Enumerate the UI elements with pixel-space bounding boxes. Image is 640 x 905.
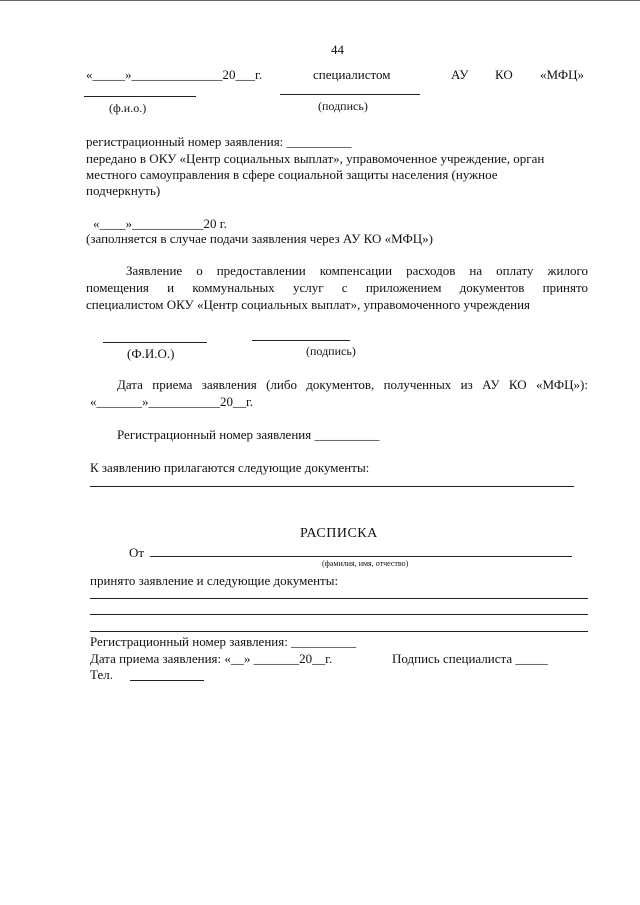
raspiska-fio-hint: (фамилия, имя, отчество) — [322, 559, 409, 568]
org-part-au: АУ — [451, 67, 469, 82]
receipt-date-line-1: Дата приема заявления (либо документов, полученных из АУ КО «МФЦ»): — [117, 377, 588, 392]
signature-label: (подпись) — [318, 99, 368, 113]
specialist-label: специалистом — [313, 67, 391, 82]
acceptance-line-2: помещения и коммунальных услуг с приложением документов принято — [86, 280, 588, 295]
transferred-line-1: передано в ОКУ «Центр социальных выплат», управомоченное учреждение, орган — [86, 151, 545, 166]
acceptance-line-3: специалистом ОКУ «Центр социальных выплат», управомоченного учреждения — [86, 297, 531, 312]
registration-date-field: «____»___________20 г. — [93, 216, 227, 231]
raspiska-fio-line — [150, 556, 572, 557]
raspiska-accepted-label: принято заявление и следующие документы: — [90, 573, 339, 588]
raspiska-from-label: От — [129, 545, 145, 560]
registration-note: (заполняется в случае подачи заявления через АУ КО «МФЦ») — [86, 231, 433, 246]
fio-label: (ф.и.о.) — [109, 101, 147, 115]
raspiska-docs-line-3 — [90, 631, 588, 632]
acceptance-fio-label: (Ф.И.О.) — [127, 346, 175, 361]
registration-number-line: регистрационный номер заявления: __________ — [86, 134, 352, 149]
receipt-date-line-2: «_______»___________20__г. — [90, 394, 254, 409]
org-part-mfc: «МФЦ» — [540, 67, 585, 82]
signature-underline — [280, 94, 420, 95]
page-top-border — [0, 0, 640, 1]
raspiska-date-line: Дата приема заявления: «__» _______20__г. — [90, 651, 333, 666]
raspiska-phone-label: Тел. — [90, 667, 113, 682]
fio-underline — [84, 96, 196, 97]
raspiska-phone-line — [130, 680, 204, 681]
acceptance-fio-underline — [103, 342, 207, 343]
attached-docs-line — [90, 486, 574, 487]
raspiska-title: РАСПИСКА — [300, 526, 378, 541]
acceptance-line-1: Заявление о предоставлении компенсации расходов на оплату жилого — [126, 263, 588, 278]
registration-number-line-2: Регистрационный номер заявления __________ — [117, 427, 380, 442]
header-date-field: «_____»______________20___г. — [86, 67, 263, 82]
raspiska-docs-line-1 — [90, 598, 588, 599]
acceptance-signature-underline — [252, 340, 350, 341]
attached-docs-label: К заявлению прилагаются следующие документы: — [90, 460, 370, 475]
transferred-line-3: подчеркнуть) — [86, 183, 161, 198]
org-part-ko: КО — [495, 67, 513, 82]
transferred-line-2: местного самоуправления в сфере социальной защиты населения (нужное — [86, 167, 498, 182]
page-number: 44 — [331, 42, 344, 57]
acceptance-signature-label: (подпись) — [306, 344, 356, 358]
raspiska-registration-number: Регистрационный номер заявления: __________ — [90, 634, 357, 649]
raspiska-docs-line-2 — [90, 614, 588, 615]
raspiska-specialist-signature: Подпись специалиста _____ — [392, 651, 548, 666]
